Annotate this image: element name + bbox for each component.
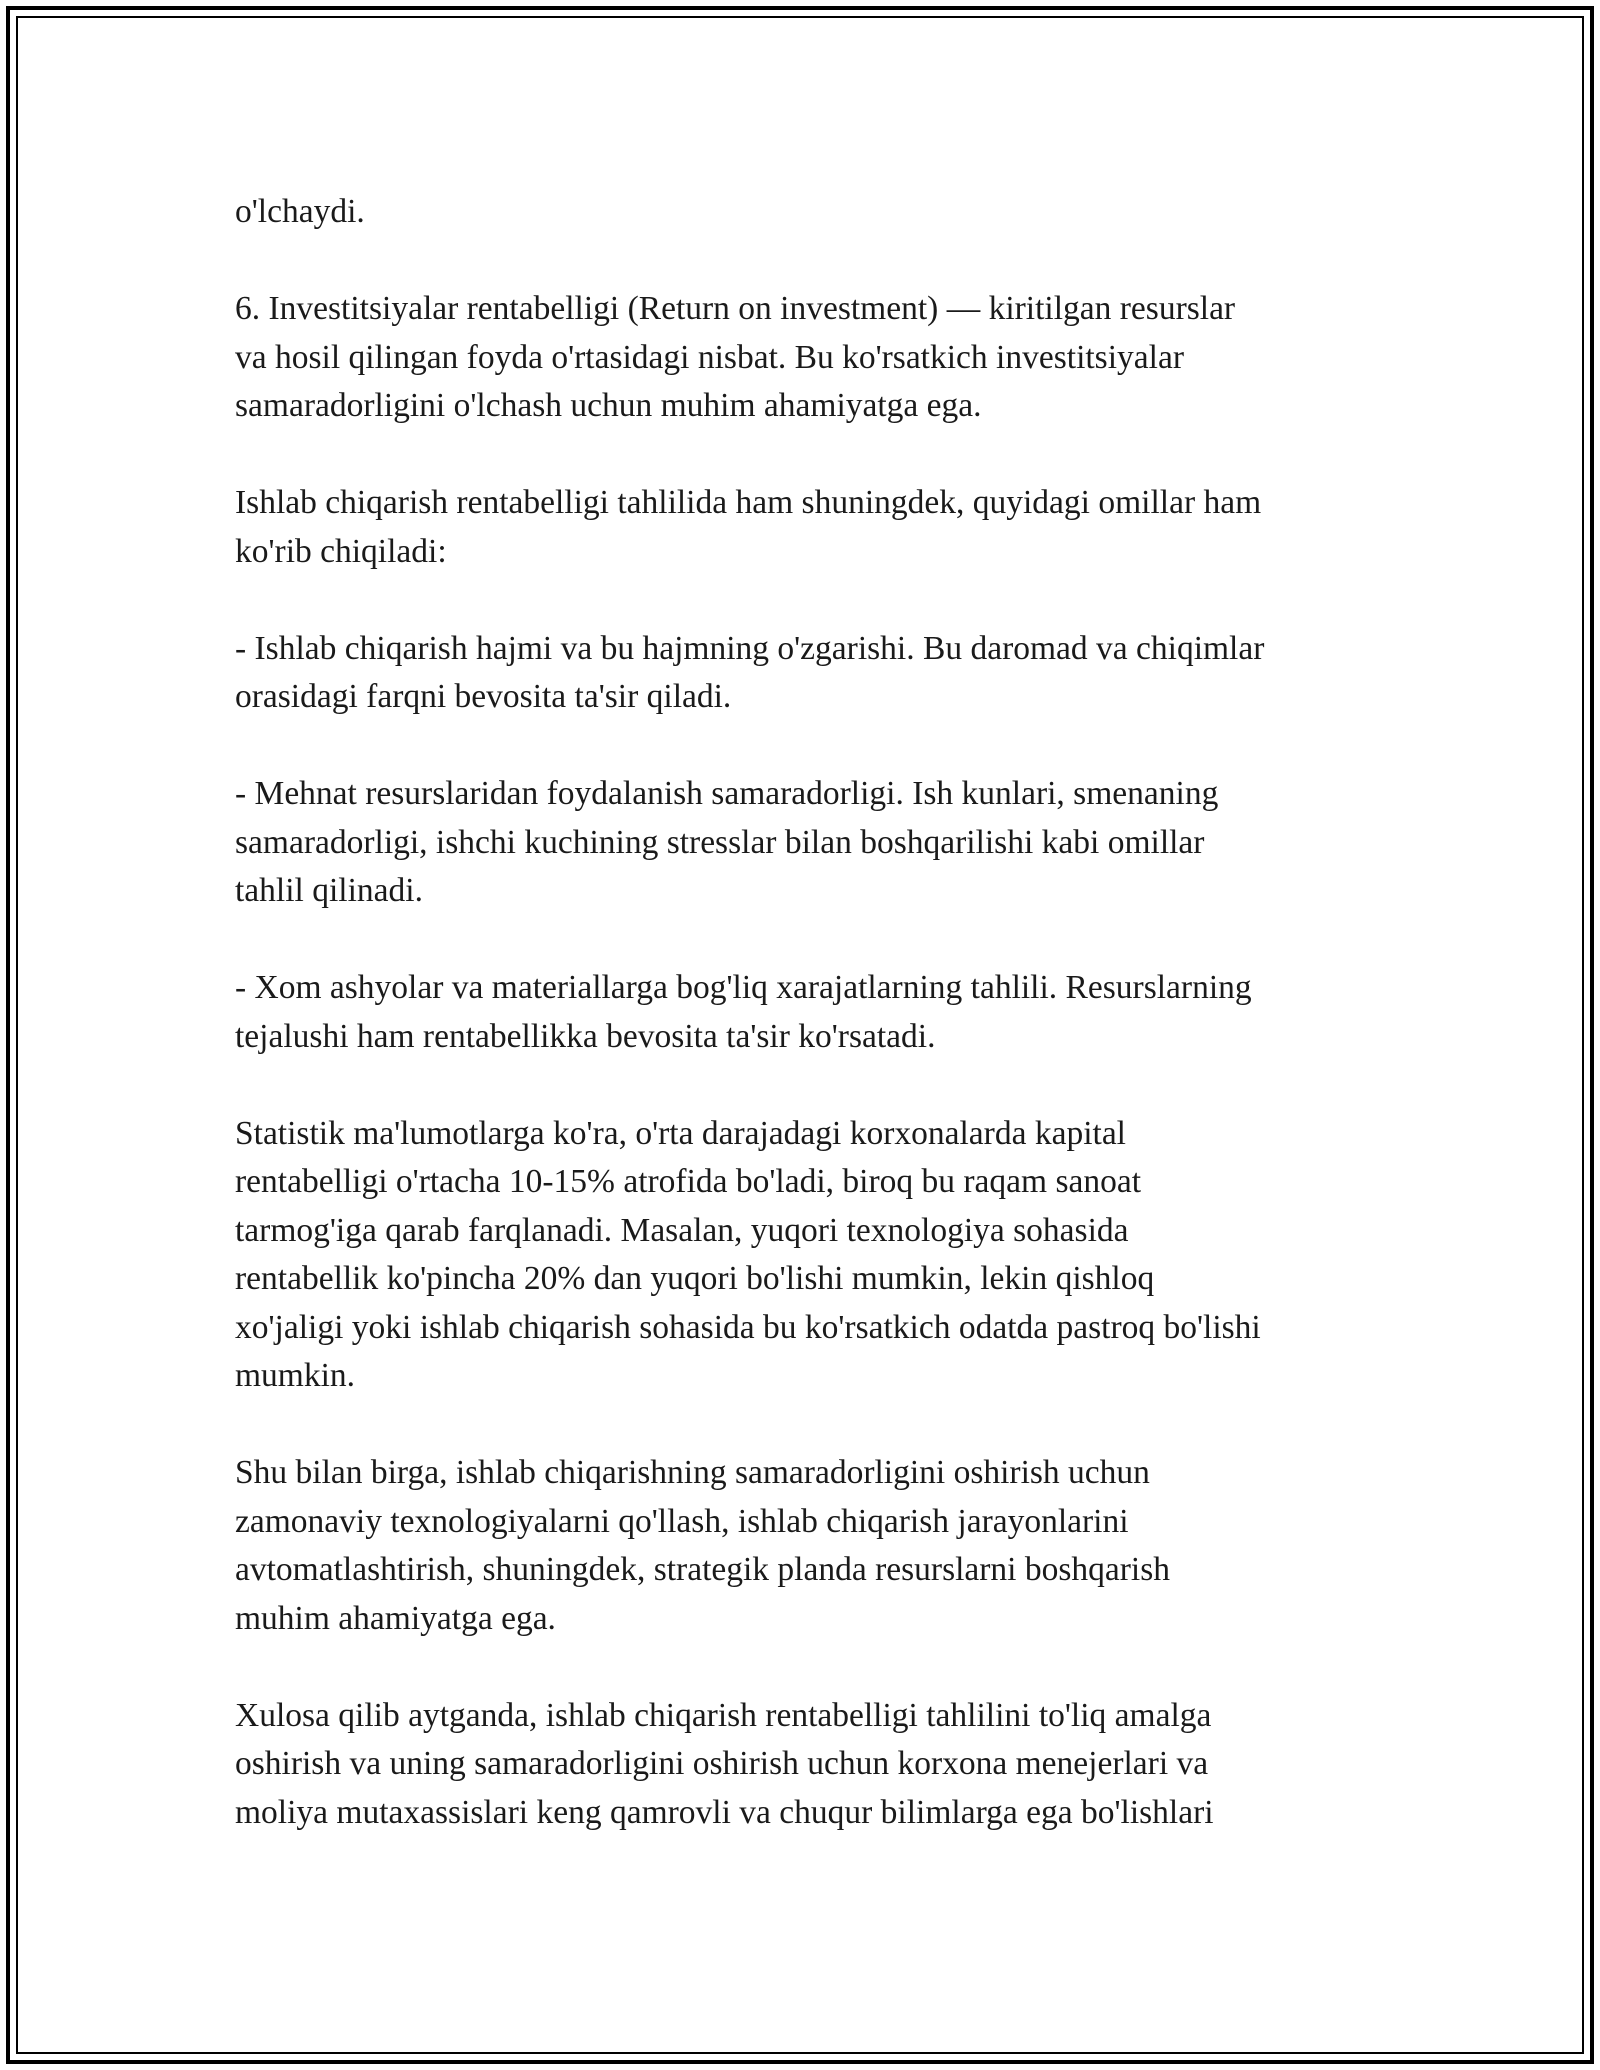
document-body — [235, 188, 1375, 1837]
list-item-production-volume: - Ishlab chiqarish hajmi va bu hajmning o'zgarishi. Bu daromad va chiqimlar orasidagi farqni bevosita ta'sir qiladi. — [235, 629, 1265, 715]
list-item-labor-resources: - Mehnat resurslaridan foydalanish samaradorligi. Ish kunlari, smenaning samaradorligi, ishchi kuchining stresslar bilan boshqarilishi kabi omillar tahlil qilinadi. — [235, 775, 1219, 909]
paragraph-roi: 6. Investitsiyalar rentabelligi (Return on investment) — kiritilgan resurslar va hosil qilingan foyda o'rtasidagi nisbat. Bu ko'rsatkich investitsiyalar samaradorligini o'lchash uchun muhim ahamiyatga ega. — [235, 290, 1236, 424]
paragraph-statistics: Statistik ma'lumotlarga ko'ra, o'rta darajadagi korxonalarda kapital rentabelligi o'rtacha 10-15% atrofida bo'ladi, biroq bu raqam sanoat tarmog'iga qarab farqlanadi. Masalan, yuqori texnologiya sohasida rentabellik ko'pincha 20% dan yuqori bo'lishi mumkin, lekin qishloq xo'jaligi yoki ishlab chiqarish sohasida bu ko'rsatkich odatda pastroq bo'lishi mumkin. — [235, 1114, 1261, 1394]
paragraph-technology: Shu bilan birga, ishlab chiqarishning samaradorligini oshirish uchun zamonaviy texnologiyalarni qo'llash, ishlab chiqarish jarayonlarini avtomatlashtirish, shuningdek, strategik planda resurslarni boshqarish muhim ahamiyatga ega. — [235, 1454, 1171, 1637]
paragraph-continuation: o'lchaydi. — [235, 193, 365, 230]
paragraph-conclusion: Xulosa qilib aytganda, ishlab chiqarish rentabelligi tahlilini to'liq amalga oshirish va uning samaradorligini oshirish uchun korxona menejerlari va moliya mutaxassislari keng qamrovli va chuqur bilimlarga ega bo'lishlari — [235, 1696, 1214, 1831]
list-item-raw-materials: - Xom ashyolar va materiallarga bog'liq xarajatlarning tahlili. Resurslarning tejalushi ham rentabellikka bevosita ta'sir ko'rsatadi. — [235, 969, 1252, 1055]
paragraph-factors-intro: Ishlab chiqarish rentabelligi tahlilida ham shuningdek, quyidagi omillar ham ko'rib chiqiladi: — [235, 484, 1262, 570]
